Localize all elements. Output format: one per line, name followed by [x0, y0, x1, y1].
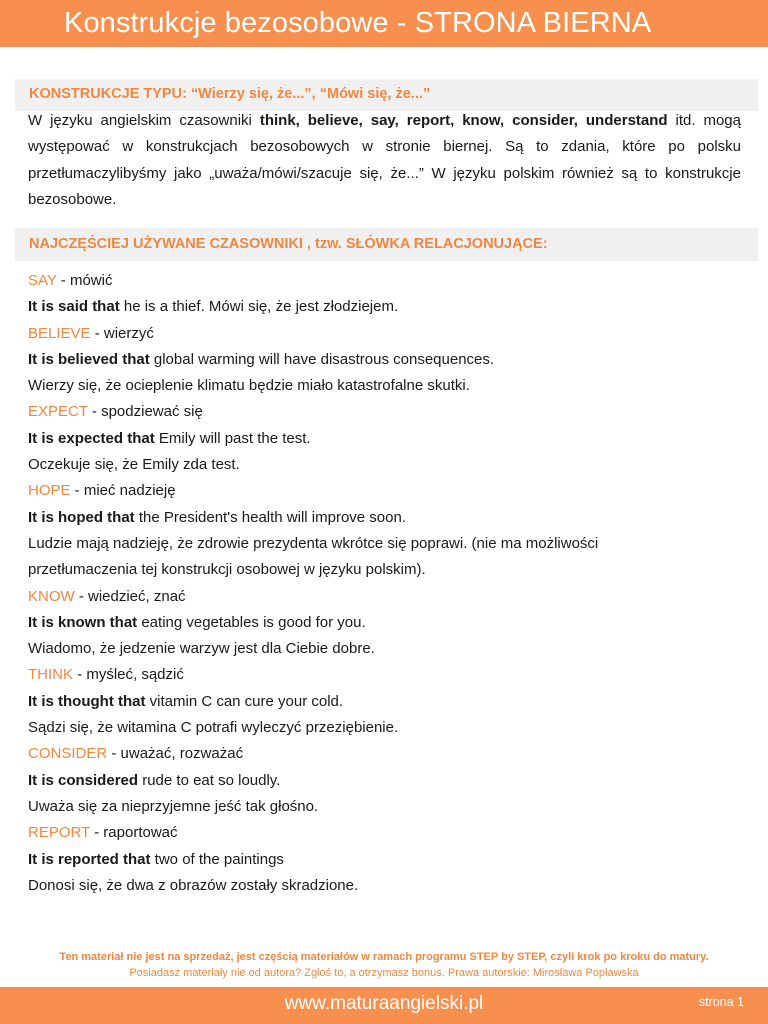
example-rest: Emily will past the test.: [154, 429, 311, 447]
example-sentence: [28, 347, 748, 373]
verb-meaning: - wierzyć: [90, 324, 154, 342]
translation: przetłumaczenia tej konstrukcji osobowej w języku polskim).: [28, 561, 426, 579]
example-rest: global warming will have disastrous consequences.: [149, 350, 495, 368]
footer-bar: [0, 987, 768, 1024]
verb-keyword: KNOW: [28, 587, 75, 605]
verb-entry: [28, 741, 748, 767]
translation: Wierzy się, że ocieplenie klimatu będzie miało katastrofalne skutki.: [28, 377, 470, 395]
translation: Donosi się, że dwa z obrazów zostały skradzione.: [28, 876, 359, 894]
section-heading-band: [15, 228, 758, 261]
example-rest: eating vegetables is good for you.: [137, 613, 366, 631]
example-rest: the President's health will improve soon.: [134, 508, 407, 526]
intro-text-end: itd. mogą występować w konstrukcjach bezosobowych w stronie biernej. Są to zdania, które po polsku przetłumaczylibyśmy jako „uważa/mówi/szacuje się, że...” W języku polskim również są to konstrukcje bezosobowe.: [28, 112, 741, 209]
verb-meaning: - raportować: [89, 824, 178, 842]
verb-meaning: - myśleć, sądzić: [73, 666, 184, 684]
verb-keyword: BELIEVE: [28, 324, 91, 342]
verb-keyword: THINK: [28, 666, 73, 684]
example-construction: It is expected that: [28, 429, 155, 447]
example-rest: two of the paintings: [150, 850, 284, 868]
translation: Ludzie mają nadzieję, że zdrowie prezydenta wkrótce się poprawi. (nie ma możliwości: [28, 534, 599, 552]
example-construction: It is reported that: [28, 850, 151, 868]
verb-meaning: - mówić: [56, 272, 113, 289]
verb-list: [28, 268, 748, 899]
example-sentence: [28, 505, 748, 531]
verb-entry: [28, 399, 748, 425]
example-construction: It is known that: [28, 613, 138, 631]
example-construction: It is believed that: [28, 350, 150, 368]
page-title: Konstrukcje bezosobowe - STRONA BIERNA: [64, 7, 652, 39]
intro-text-start: W języku angielskim czasowniki: [28, 112, 260, 129]
header-bar: [0, 0, 768, 47]
section-heading: NAJCZĘŚCIEJ UŻYWANE CZASOWNIKI , tzw. SŁÓWKA RELACJONUJĄCE:: [29, 236, 548, 252]
verb-entry: [28, 662, 748, 688]
example-construction: It is hoped that: [28, 508, 135, 526]
verb-entry: [28, 820, 748, 846]
verb-meaning: - wiedzieć, znać: [74, 587, 186, 605]
verb-meaning: - uważać, rozważać: [107, 745, 244, 763]
verb-keyword: SAY: [28, 272, 57, 289]
verb-keyword: EXPECT: [28, 403, 88, 421]
intro-verbs: think, believe, say, report, know, consider, understand: [259, 112, 668, 129]
example-construction: It is said that: [28, 298, 120, 316]
footer-disclaimer: Ten materiał nie jest na sprzedaż, jest częścią materiałów w ramach programu STEP by STEP, czyli krok po kroku do matury.: [59, 951, 709, 963]
page-number: strona 1: [698, 995, 744, 1009]
example-sentence: [28, 610, 748, 636]
example-sentence: [28, 426, 748, 452]
translation: Wiadomo, że jedzenie warzyw jest dla Ciebie dobre.: [28, 640, 375, 658]
example-rest: he is a thief. Mówi się, że jest złodziejem.: [119, 298, 399, 316]
example-rest: rude to eat so loudly.: [138, 771, 281, 789]
verb-entry: [28, 268, 748, 294]
translation: Sądzi się, że witamina C potrafi wyleczyć przeziębienie.: [28, 719, 399, 737]
example-sentence: [28, 768, 748, 794]
translation: Oczekuje się, że Emily zda test.: [28, 456, 240, 474]
example-construction: It is considered: [28, 771, 139, 789]
verb-meaning: - spodziewać się: [87, 403, 203, 421]
website-link[interactable]: www.maturaangielski.pl: [284, 993, 484, 1014]
example-rest: vitamin C can cure your cold.: [145, 692, 344, 710]
example-sentence: [28, 847, 748, 873]
verb-meaning: - mieć nadzieję: [70, 482, 176, 500]
verb-entry: [28, 321, 748, 347]
example-sentence: [28, 689, 748, 715]
example-construction: It is thought that: [28, 692, 146, 710]
section-heading: KONSTRUKCJE TYPU: “Wierzy się, że...”, “Mówi się, że...”: [29, 86, 431, 102]
verb-keyword: HOPE: [28, 482, 71, 500]
footer-copyright: Posiadasz materiały nie od autora? Zgłoś to, a otrzymasz bonus. Prawa autorskie: Mirosława Popławska: [129, 967, 639, 979]
verb-entry: [28, 584, 748, 610]
example-sentence: [28, 294, 748, 320]
section-heading-band: [15, 79, 758, 111]
verb-entry: [28, 478, 748, 504]
intro-paragraph: [28, 108, 741, 214]
verb-keyword: REPORT: [28, 824, 90, 842]
verb-keyword: CONSIDER: [28, 745, 108, 763]
translation: Uważa się za nieprzyjemne jeść tak głośno.: [28, 797, 319, 815]
